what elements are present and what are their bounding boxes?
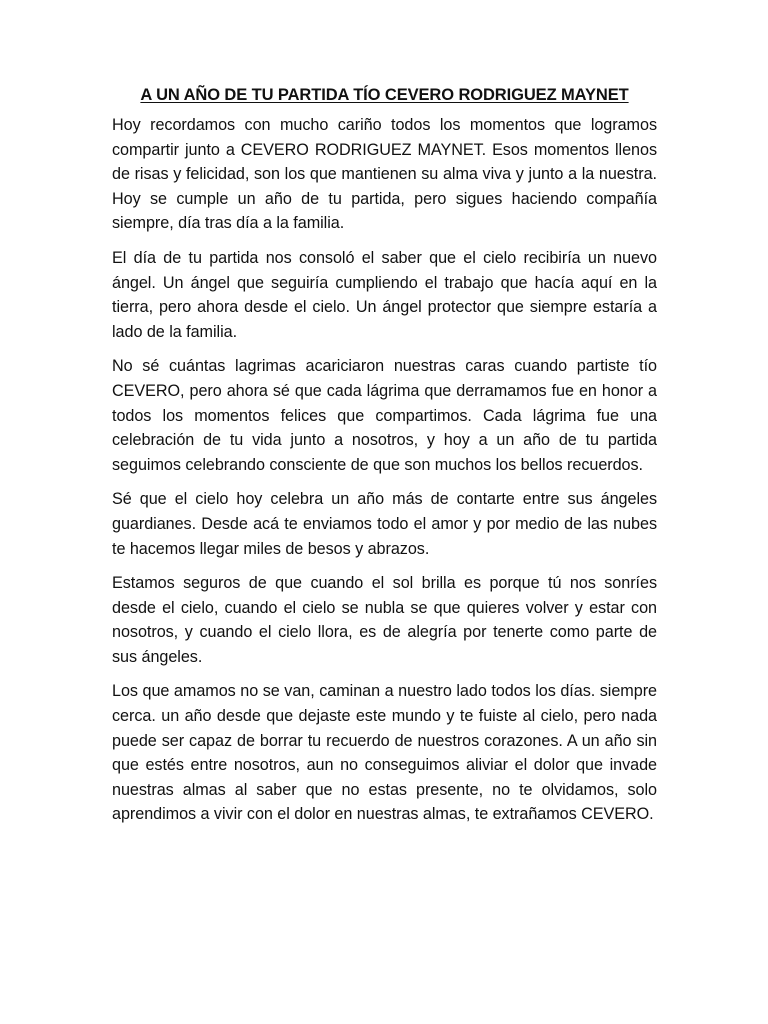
paragraph-3: No sé cuántas lagrimas acariciaron nuestras caras cuando partiste tío CEVERO, pero ahora sé que cada lágrima que derramamos fue en honor a todos los momentos felices que compartimos. Cada lágrima fue una celebración de tu vida junto a nosotros, y hoy a un año de tu partida seguimos celebrando consciente de que son muchos los bellos recuerdos. [112,357,657,474]
paragraph-4: Sé que el cielo hoy celebra un año más de contarte entre sus ángeles guardianes. Desde acá te enviamos todo el amor y por medio de las nubes te hacemos llegar miles de besos y abrazos. [112,490,657,558]
paragraph-2: El día de tu partida nos consoló el saber que el cielo recibiría un nuevo ángel. Un ángel que seguiría cumpliendo el trabajo que hacía aquí en la tierra, pero ahora desde el cielo. Un ángel protector que siempre estaría a lado de la familia. [112,248,657,341]
paragraph-6: Los que amamos no se van, caminan a nuestro lado todos los días. siempre cerca. un año desde que dejaste este mundo y te fuiste al cielo, pero nada puede ser capaz de borrar tu recuerdo de nuestros corazones. A un año sin que estés entre nosotros, aun no conseguimos aliviar el dolor que invade nuestras almas al saber que no estas presente, no te olvidamos, solo aprendimos a vivir con el dolor en nuestras almas, te extrañamos CEVERO. [112,682,657,824]
paragraph-1: Hoy recordamos con mucho cariño todos los momentos que logramos compartir junto a CEVERO RODRIGUEZ MAYNET. Esos momentos llenos de risas y felicidad, son los que mantienen su alma viva y junto a la nuestra. Hoy se cumple un año de tu partida, pero sigues haciendo compañía siempre, día tras día a la familia. [112,116,657,233]
paragraph-5: Estamos seguros de que cuando el sol brilla es porque tú nos sonríes desde el cielo, cuando el cielo se nubla se que quieres volver y estar con nosotros, y cuando el cielo llora, es de alegría por tenerte como parte de sus ángeles. [112,574,657,666]
document-title: A UN AÑO DE TU PARTIDA TÍO CEVERO RODRIGUEZ MAYNET [140,86,629,104]
document-page [112,86,657,837]
